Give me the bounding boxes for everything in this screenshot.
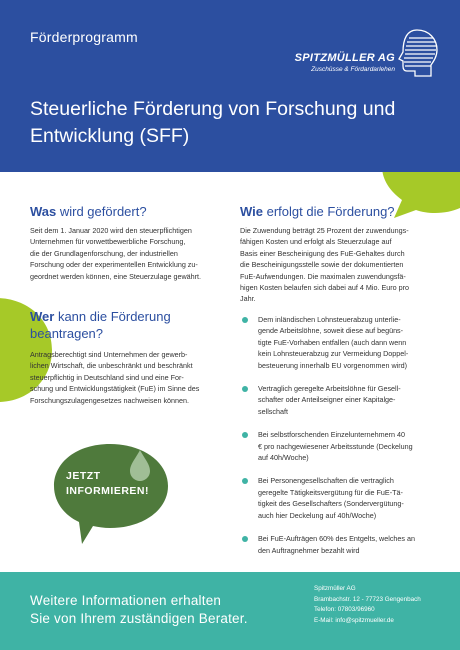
wer-heading-bold: Wer <box>30 309 55 324</box>
list-item <box>240 383 440 417</box>
text-line: tigte FuE-Vorhaben entfallen (auch dann wenn <box>258 337 407 347</box>
text-line: Bei Personengesellschaften die vertraglich <box>258 476 394 486</box>
text-line: die der Grundlagenforschung, der industriellen <box>30 248 178 258</box>
text-line: tigkeit des Gesellschafters (Sondervergütung- <box>258 499 404 509</box>
logo-tagline: Zuschüsse & Fördardarlehen <box>311 66 395 73</box>
footer-message <box>30 592 300 628</box>
wer-heading <box>30 308 230 342</box>
text-line: geregelte Tätigkeitsvergütung für die FuE-Tä- <box>258 487 403 497</box>
text-line: die Bescheinigungsstelle sowie der dokumentierten <box>240 260 404 270</box>
bullet-dot-icon <box>242 536 248 542</box>
text-line: gende Arbeitslöhne, soweit diese auf begüns- <box>258 326 404 336</box>
text-line: Forschung oder der experimentellen Entwicklung zu- <box>30 260 198 270</box>
company-logo <box>283 26 443 82</box>
wie-paragraph <box>240 225 450 305</box>
text-line: Seit dem 1. Januar 2020 wird den steuerpflichtigen <box>30 226 192 235</box>
text-line: € pro nachgewiesener Arbeitsstunde (Deckelung <box>258 441 413 451</box>
logo-name: SPITZMÜLLER AG <box>294 52 395 64</box>
text-line: lichen Wirtschaft, die unbeschränkt und beschränkt <box>30 361 193 371</box>
text-line: besteuerung innerhalb EU vorgenommen wird) <box>258 360 408 370</box>
text-line: Basis einer Bescheinigung des FuE-Gehaltes durch <box>240 248 405 258</box>
contact-phone[interactable]: Telefon: 07803/96960 <box>314 606 375 613</box>
contact-company: Spitzmüller AG <box>314 585 356 592</box>
wie-heading-bold: Wie <box>240 204 263 219</box>
program-label: Förderprogramm <box>30 29 138 45</box>
list-item <box>240 475 440 521</box>
text-line: Dem inländischen Lohnsteuerabzug unterlie- <box>258 315 401 324</box>
was-heading-bold: Was <box>30 204 57 219</box>
text-line: fähigen Kosten und erfolgt als Steuerzulage auf <box>240 237 392 247</box>
bullet-dot-icon <box>242 386 248 392</box>
text-line: schung und Entwicklungstätigkeit (FuE) im Sinne des <box>30 384 200 394</box>
list-item <box>240 533 440 556</box>
wer-heading-line-2: beantragen? <box>30 326 104 341</box>
was-heading-rest: wird gefördert? <box>56 204 147 219</box>
text-line: kein Lohnsteuerabzug zur Vermeidung Doppel- <box>258 349 409 359</box>
bullet-dot-icon <box>242 317 248 323</box>
contact-block <box>314 584 454 626</box>
contact-address: Brambachstr. 12 - 77723 Gengenbach <box>314 595 421 603</box>
text-line: Bei FuE-Aufträgen 60% des Entgelts, welches an <box>258 534 416 544</box>
cta-label[interactable] <box>66 469 158 499</box>
title-line-2: Entwicklung (SFF) <box>30 125 190 147</box>
text-line: steuerpflichtig in Deutschland sind und eine For- <box>30 372 184 382</box>
text-line: sellschaft <box>258 406 288 416</box>
text-line: den Auftragnehmer bezahlt wird <box>258 545 360 555</box>
text-line: higen Kosten belaufen sich dabei auf 4 Mio. Euro pro <box>240 283 410 293</box>
title-line-1: Steuerliche Förderung von Forschung und <box>30 98 396 120</box>
list-item <box>240 314 440 371</box>
text-line: Antragsberechtigt sind Unternehmen der gewerb- <box>30 350 188 359</box>
text-line: FuE-Aufwendungen. Die maximalen zuwendungsfä- <box>240 271 406 281</box>
cta-line-2: INFORMIEREN! <box>66 485 149 497</box>
footer-message-line-1: Weitere Informationen erhalten <box>30 593 222 608</box>
wie-heading-rest: erfolgt die Förderung? <box>263 204 395 219</box>
page-title <box>30 96 430 150</box>
was-heading <box>30 203 230 220</box>
contact-email[interactable]: E-Mail: info@spitzmueller.de <box>314 616 394 624</box>
text-line: Unternehmen für vorwettbewerbliche Forschung, <box>30 237 186 247</box>
text-line: Jahr. <box>240 294 256 304</box>
footer-message-line-2: Sie von Ihrem zuständigen Berater. <box>30 611 248 626</box>
eligible-costs-list <box>240 314 440 556</box>
text-line: Die Zuwendung beträgt 25 Prozent der zuwendungs- <box>240 226 409 235</box>
wer-heading-rest: kann die Förderung <box>54 309 171 324</box>
text-line: auf 40h/Woche) <box>258 453 309 463</box>
wie-heading <box>240 203 450 220</box>
bullet-dot-icon <box>242 432 248 438</box>
text-line: Forschungszulagengesetzes nachweisen können. <box>30 395 190 405</box>
list-item <box>240 429 440 463</box>
cta-line-1: JETZT <box>66 470 101 482</box>
head-profile-icon <box>395 26 441 78</box>
text-line: schafter oder Anteilseigner einer Kapitalge- <box>258 395 396 405</box>
text-line: geordnet werden können, eine Steuerzulage gewährt. <box>30 271 202 281</box>
text-line: Bei selbstforschenden Einzelunternehmern 40 <box>258 430 406 440</box>
bullet-dot-icon <box>242 478 248 484</box>
text-line: auch hier Deckelung auf 40h/Woche) <box>258 510 377 520</box>
was-paragraph <box>30 225 230 282</box>
wer-paragraph <box>30 349 230 406</box>
text-line: Vertraglich geregelte Arbeitslöhne für Gesell- <box>258 384 401 394</box>
